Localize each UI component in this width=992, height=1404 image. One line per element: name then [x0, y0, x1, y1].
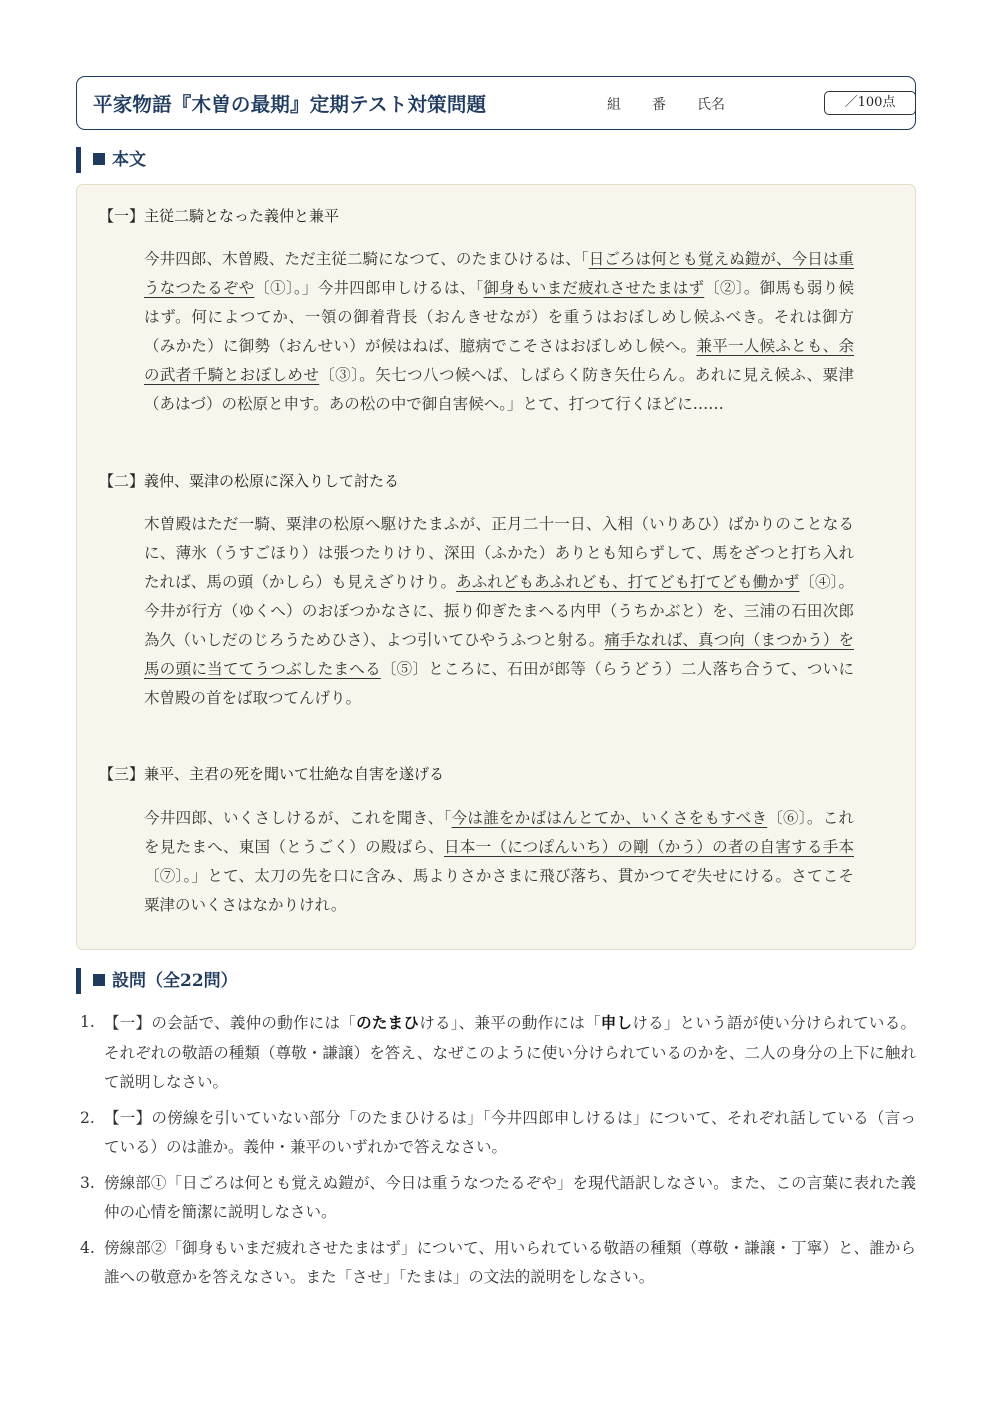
- page-title: 平家物語『木曽の最期』定期テスト対策問題: [93, 93, 487, 116]
- question-item: [80, 1234, 916, 1293]
- text-segment: 今井四郎、木曽殿、ただ主従二騎になつて、のたまひけるは、「: [144, 250, 589, 268]
- section-setsumon-title: 設問（全22問）: [112, 971, 238, 991]
- question-number: 4.: [80, 1238, 95, 1257]
- part-2-text: [144, 510, 854, 713]
- text-segment: ける」という語が使い分けられている。それぞれの敬語の種類（尊敬・謙譲）を答え、なぜこのように使い分けられているのかを、二人の身分の上下に触れて説明しなさい。: [104, 1014, 916, 1091]
- number-label: 番: [652, 97, 666, 113]
- class-label: 組: [607, 97, 621, 113]
- square-bullet-icon: [93, 974, 105, 986]
- underlined-passage: 兼平一人候ふとも、余の武者千騎とおぼしめせ: [144, 337, 854, 384]
- question-number: 1.: [80, 1013, 95, 1031]
- question-list: [80, 1008, 916, 1299]
- part-1-heading: 【一】主従二騎となった義仲と兼平: [99, 207, 340, 225]
- underlined-passage: あふれどもあふれども、打てども打てども働かず: [456, 573, 800, 591]
- part-1-text: [144, 245, 854, 419]
- text-segment: ける」、兼平の動作には「: [419, 1014, 601, 1032]
- question-text: [104, 1104, 916, 1163]
- text-segment: 木曽殿はただ一騎、粟津の松原へ駆けたまふが、正月二十一日、入相（いりあひ）ばかりのことなるに、薄氷（うすごほり）は張つたりけり、深田（ふかた）ありとも知らずして、馬をざつと打ち入れたれば、馬の頭（かしら）も見えざりけり。: [144, 515, 854, 591]
- text-segment: 傍線部①「日ごろは何とも覚えぬ鎧が、今日は重うなつたるぞや」を現代語訳しなさい。また、この言葉に表れた義仲の心情を簡潔に説明しなさい。: [104, 1173, 916, 1221]
- text-segment: 〔⑥〕。これを見たまへ、東国（とうごく）の殿ばら、: [144, 809, 854, 856]
- text-segment: 今井四郎、いくさしけるが、これを聞き、「: [144, 809, 452, 827]
- text-segment: 〔③〕。矢七つ八つ候へば、しばらく防き矢仕らん。あれに見え候ふ、粟津（あはづ）の松原と申す。あの松の中で御自害候へ。」とて、打つて行くほどに……: [144, 366, 854, 413]
- emphasis-term: 申し: [600, 1013, 633, 1032]
- section-honbun-heading: [76, 147, 146, 173]
- score-box: ／100点: [824, 91, 916, 115]
- part-3-heading: 【三】兼平、主君の死を聞いて壮絶な自害を遂げる: [99, 765, 445, 783]
- underlined-passage: 日ごろは何とも覚えぬ鎧が、今日は重うなつたるぞや: [144, 250, 854, 297]
- name-label: 氏名: [697, 97, 725, 113]
- text-segment: 〔①〕。」今井四郎申しけるは、「: [254, 279, 484, 297]
- question-text: [104, 1008, 916, 1098]
- question-number: 2.: [80, 1108, 95, 1127]
- part-2-heading: 【二】義仲、粟津の松原に深入りして討たる: [99, 472, 400, 490]
- test-header: [76, 76, 916, 130]
- question-text: [104, 1234, 916, 1293]
- question-text: [104, 1169, 916, 1228]
- question-item: [80, 1169, 916, 1228]
- underlined-passage: 今は誰をかばはんとてか、いくさをもすべき: [451, 809, 768, 827]
- question-item: [80, 1008, 916, 1098]
- text-segment: 〔⑦〕。」とて、太刀の先を口に含み、馬よりさかさまに飛び落ち、貫かつてぞ失せにける。さてこそ粟津のいくさはなかりけれ。: [144, 867, 854, 914]
- section-honbun-title: 本文: [112, 150, 146, 170]
- part-3-text: [144, 804, 854, 920]
- text-segment: 〔②〕。御馬も弱り候はず。何によつてか、一領の御着背長（おんきせなが）を重うはおぼしめし候ふべき。それは御方（みかた）に御勢（おんせい）が候はねば、臆病でこそさはおぼしめし候へ。: [144, 279, 854, 355]
- text-segment: 【一】の傍線を引いていない部分「のたまひけるは」「今井四郎申しけるは」について、それぞれ話している（言っている）のは誰か。義仲・兼平のいずれかで答えなさい。: [104, 1108, 916, 1156]
- text-segment: 〔⑤〕ところに、石田が郎等（らうどう）二人落ち合うて、ついに木曽殿の首をば取つてんげり。: [144, 660, 854, 707]
- text-segment: 【一】の会話で、義仲の動作には「: [104, 1014, 357, 1032]
- honbun-textbox: [76, 184, 916, 950]
- underlined-passage: 御身もいまだ疲れさせたまはず: [483, 279, 705, 297]
- text-segment: 傍線部②「御身もいまだ疲れさせたまはず」について、用いられている敬語の種類（尊敬・謙譲・丁寧）と、誰から誰への敬意かを答えなさい。また「させ」「たまは」の文法的説明をしなさい。: [104, 1238, 916, 1286]
- square-bullet-icon: [93, 153, 105, 165]
- question-number: 3.: [80, 1173, 95, 1192]
- emphasis-term: のたまひ: [356, 1013, 420, 1032]
- section-setsumon-heading: [76, 968, 238, 994]
- underlined-passage: 痛手なれば、真つ向（まつかう）を馬の頭に当ててうつぶしたまへる: [144, 631, 854, 678]
- underlined-passage: 日本一（につぽんいち）の剛（かう）の者の自害する手本: [444, 838, 854, 856]
- text-segment: 〔④〕。今井が行方（ゆくへ）のおぼつかなさに、振り仰ぎたまへる内甲（うちかぶと）を、三浦の石田次郎為久（いしだのじろうためひさ）、よつ引いてひやうふつと射る。: [144, 573, 854, 649]
- question-item: [80, 1104, 916, 1163]
